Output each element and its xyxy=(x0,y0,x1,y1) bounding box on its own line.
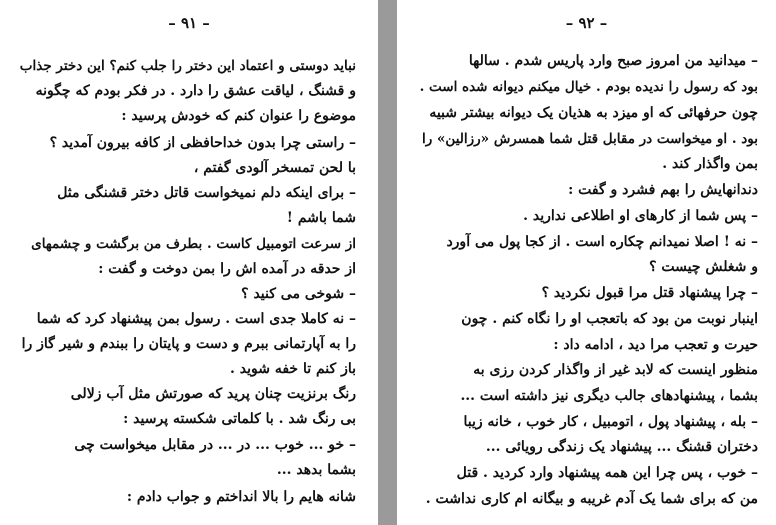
text-line: – راستی چرا بدون خداحافظی از کافه بیرون آمدید ؟ xyxy=(49,135,356,151)
text-line: بشما ، پیشنهادهای جالب دیگری نیز داشته است ... xyxy=(460,388,758,404)
text-line: بشما بدهد ... xyxy=(276,462,356,478)
text-line: شما باشم ! xyxy=(286,210,356,226)
text-line: دختران قشنگ ... پیشنهاد یک زندگی رویائی ... xyxy=(485,439,758,455)
text-line: – پس شما از کارهای او اطلاعی ندارید . xyxy=(523,208,758,224)
text-line: – بله ، پیشنهاد پول ، اتومبیل ، کار خوب ، خانه زیبا xyxy=(463,414,758,430)
page-number: – ۹۲ – xyxy=(565,14,608,32)
text-line: اینبار نوبت من بود که باتعجب او را نگاه کنم . چون xyxy=(461,311,758,327)
text-line: از حدقه در آمده اش را بمن دوخت و گفت : xyxy=(98,261,356,277)
text-line: من که برای شما یک آدم غریبه و بیگانه ام کاری نداشت . xyxy=(425,491,758,507)
text-line: حیرت و تعجب مرا دید ، ادامه داد : xyxy=(553,337,758,353)
left-page xyxy=(0,0,378,525)
text-line: – برای اینکه دلم نمیخواست قاتل دختر قشنگی مثل xyxy=(57,185,356,201)
text-line: را به آپارتمانی ببرم و دست و پایتان را ببندم و شیر گاز را xyxy=(21,336,356,352)
text-line: موضوع را عنوان کنم که خودش پرسید : xyxy=(121,108,356,124)
text-line: بود که رسول را ندیده بودم . خیال میکنم دیوانه شده است . xyxy=(419,79,758,95)
text-line: بی رنگ شد . با کلماتی شکسته پرسید : xyxy=(123,411,356,427)
text-line: و شغلش چیست ؟ xyxy=(649,259,758,275)
text-line: – خوب ، پس چرا این همه پیشنهاد وارد کردید . قتل xyxy=(456,465,758,481)
text-line: – نه کاملا جدی است . رسول بمن پیشنهاد کرد که شما xyxy=(36,311,356,327)
text-line: باز کنم تا خفه شوید . xyxy=(230,361,356,377)
text-line: – چرا پیشنهاد قتل مرا قبول نکردید ؟ xyxy=(541,285,758,301)
text-line: – میدانید من امروز صبح وارد پاریس شدم . سالها xyxy=(468,53,758,69)
right-page xyxy=(397,0,776,525)
text-line: از سرعت اتومبیل کاست . بطرف من برگشت و چشمهای xyxy=(31,236,356,252)
text-line: – نه ! اصلا نمیدانم چکاره است . از کجا پول می آورد xyxy=(446,234,758,250)
text-line: چون حرفهائی که او میزد به هذیان یک دیوانه بیشتر شبیه xyxy=(429,105,758,121)
text-line: رنگ برنزیت چنان پرید که صورتش مثل آب زلالی xyxy=(70,386,356,402)
text-line: با لحن تمسخر آلودی گفتم ، xyxy=(193,160,356,176)
text-line: شانه هایم را بالا انداختم و جواب دادم : xyxy=(126,489,356,505)
page-number: – ۹۱ – xyxy=(168,14,210,32)
text-line: – شوخی می کنید ؟ xyxy=(241,286,356,302)
text-line: – خو ... خوب ... در ... در مقابل میخواست چی xyxy=(74,437,356,453)
text-line: بمن واگذار کند . xyxy=(662,156,758,172)
text-line: و قشنگ ، لیاقت عشق را دارد . در فکر بودم که چگونه xyxy=(35,83,356,99)
text-line: دندانهایش را بهم فشرد و گفت : xyxy=(568,182,758,198)
text-line: منظور اینست که لابد غیر از واگذار کردن رزی به xyxy=(473,362,758,378)
text-line: بود . او میخواست در مقابل قتل شما همسرش «رزالین» را xyxy=(422,131,758,147)
text-line: نباید دوستی و اعتماد این دختر را جلب کنم؟ این دختر جذاب xyxy=(20,58,356,74)
